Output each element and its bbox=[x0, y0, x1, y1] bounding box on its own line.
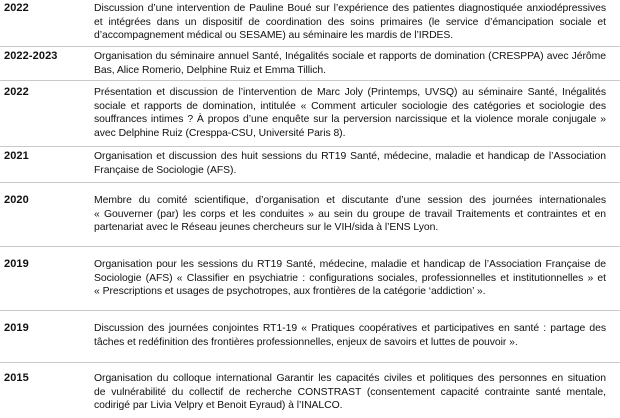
description-line: Membre du comité scientifique, d’organisation et discutante d’une session des journées internationales bbox=[94, 195, 606, 206]
entry-description bbox=[94, 150, 606, 177]
description-line: Française de Sociologie (AFS). bbox=[94, 164, 237, 176]
description-line: Présentation et discussion de l’intervention de Marc Joly (Printemps, UVSQ) au séminaire Santé, Inégalités bbox=[94, 87, 606, 98]
row-divider bbox=[0, 182, 620, 183]
entry-year: 2022 bbox=[4, 2, 29, 14]
row-divider bbox=[0, 46, 620, 47]
description-line: Organisation du colloque international Garantir les capacités civiles et politiques des personnes en situation bbox=[94, 373, 606, 384]
description-line: Sociologie (AFS) « Classifier en psychiatrie : configurations sociales, professionnelles et institutionnelles » et bbox=[94, 272, 606, 284]
entry-description bbox=[94, 86, 606, 140]
row-divider bbox=[0, 362, 620, 363]
row-divider bbox=[0, 146, 620, 147]
description-line: Bas, Alice Romerio, Delphine Ruiz et Emma Tillich. bbox=[94, 64, 326, 76]
entry-description bbox=[94, 50, 606, 77]
description-line: Organisation du séminaire annuel Santé, Inégalités sociale et rapports de domination (CRESPPA) avec Jérôme bbox=[94, 51, 606, 62]
description-line: sociale et rapports de domination, intitulée « Comment articuler sociologie des catégories et sociologie des bbox=[94, 100, 606, 112]
entry-description bbox=[94, 322, 606, 349]
row-divider bbox=[0, 80, 620, 81]
row-divider bbox=[0, 246, 620, 247]
description-line: Organisation et discussion des huit sessions du RT19 Santé, médecine, maladie et handicap de l’Association bbox=[94, 151, 606, 162]
row-divider bbox=[0, 310, 620, 311]
description-line: avec Delphine Ruiz (Cresppa-CSU, Université Paris 8). bbox=[94, 127, 346, 139]
description-line: Discussion des journées conjointes RT1-19 « Pratiques coopératives et participatives en santé : partage des bbox=[94, 323, 606, 334]
description-line: tâches et redéfinition des frontières professionnelles, enjeux de savoirs et luttes de pouvoir ». bbox=[94, 336, 518, 348]
entry-year: 2015 bbox=[4, 372, 29, 384]
description-line: de vulnérabilité du collectif de recherche CONSTRAST (consentement capacité contrainte santé mentale, bbox=[94, 386, 606, 398]
description-line: partenariat avec le Réseau jeunes chercheurs sur le VIH/sida à l’ENS Lyon. bbox=[94, 222, 439, 234]
description-line: et intégrées dans un dispositif de coordination des soins primaires (le service d’émancipation sociale et bbox=[94, 16, 606, 28]
entry-year: 2019 bbox=[4, 258, 29, 270]
description-line: Organisation pour les sessions du RT19 Santé, médecine, maladie et handicap de l’Association Française de bbox=[94, 259, 606, 270]
entry-year: 2022 bbox=[4, 86, 29, 98]
entry-description bbox=[94, 194, 606, 235]
entry-year: 2021 bbox=[4, 150, 29, 162]
entry-year: 2022-2023 bbox=[4, 50, 58, 62]
entry-year: 2019 bbox=[4, 322, 29, 334]
description-line: d’accompagnement médical ou SESAME) au séminaire les mardis de l’IRDES. bbox=[94, 30, 454, 42]
description-line: « Gouverner (par) les corps et les conduites » au sein du groupe de travail Traitements et contraintes et en bbox=[94, 208, 606, 220]
description-line: souffrances intimes ? À propos d’une enquête sur la perversion narcissique et la violence morale conjugale » bbox=[94, 114, 606, 126]
entry-description bbox=[94, 258, 606, 299]
description-line: Discussion d’une intervention de Pauline Boué sur l’expérience des patientes diagnostiquée anxiodépressives bbox=[94, 3, 606, 14]
entry-description bbox=[94, 372, 606, 413]
entry-year: 2020 bbox=[4, 194, 29, 206]
description-line: « Prescriptions et usages de psychotropes, aux frontières de la catégorie ‘addiction’ ». bbox=[94, 286, 486, 298]
description-line: codirigé par Livia Velpry et Benoit Eyraud) à l’INALCO. bbox=[94, 400, 343, 412]
entry-description bbox=[94, 2, 606, 43]
